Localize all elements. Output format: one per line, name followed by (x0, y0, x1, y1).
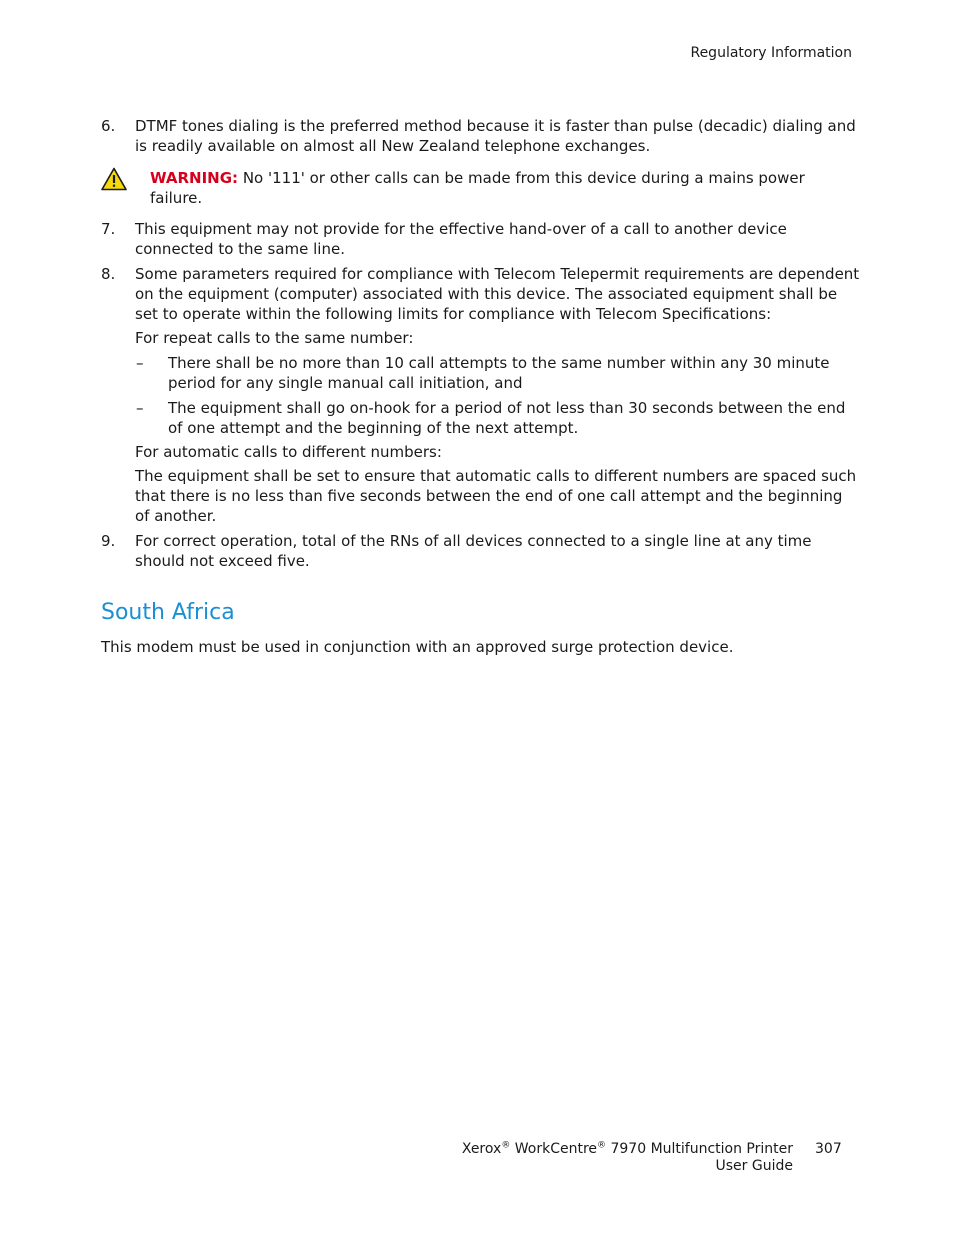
registered-mark: ® (597, 1140, 607, 1151)
dash-item-text: There shall be no more than 10 call attempts to the same number within any 30 minute period for any single manual call initiation, and (168, 354, 830, 392)
product-name: WorkCentre (514, 1141, 598, 1157)
registered-mark: ® (501, 1140, 511, 1151)
footer-product-info (420, 1141, 793, 1175)
list-item-9 (101, 531, 861, 571)
list-item-7 (101, 219, 861, 259)
page-number: 307 (815, 1141, 842, 1157)
footer-product-line (420, 1141, 793, 1158)
list-item-text: For correct operation, total of the RNs of all devices connected to a single line at any time should not exceed five. (135, 532, 812, 570)
list-item-6 (101, 116, 861, 156)
section-body: This modem must be used in conjunction with an approved surge protection device. (101, 638, 734, 656)
list-item-text: This equipment may not provide for the effective hand-over of a call to another device connected to the same line. (135, 220, 787, 258)
guide-title: User Guide (715, 1158, 793, 1174)
page-content (101, 116, 861, 657)
dash-bullet: – (136, 354, 144, 372)
repeat-calls-intro: For repeat calls to the same number: (135, 329, 414, 347)
warning-text: No '111' or other calls can be made from this device during a mains power failure. (150, 169, 805, 207)
dash-item-text: The equipment shall go on-hook for a period of not less than 30 seconds between the end of one attempt and the beginning of the next attempt. (168, 399, 846, 437)
automatic-calls-intro: For automatic calls to different numbers: (135, 443, 442, 461)
list-number: 9. (101, 532, 116, 550)
dash-list-item (101, 353, 861, 393)
list-item-8 (101, 264, 861, 324)
dash-list-item (101, 398, 861, 438)
list-number: 8. (101, 265, 116, 283)
brand-name: Xerox (461, 1141, 502, 1157)
section-heading: South Africa (101, 600, 235, 625)
model-name: 7970 Multifunction Printer (610, 1141, 793, 1157)
automatic-calls-text: The equipment shall be set to ensure that automatic calls to different numbers are spaced such that there is no less than five seconds between the end of one call attempt and the beginning of another. (135, 467, 857, 525)
running-header: Regulatory Information (690, 45, 852, 61)
warning-label: WARNING: (150, 169, 239, 187)
warning-triangle-icon (101, 167, 127, 191)
dash-bullet: – (136, 399, 144, 417)
warning-note (101, 168, 861, 208)
list-item-text: Some parameters required for compliance with Telecom Telepermit requirements are dependent on the equipment (computer) associated with this device. The associated equipment shall be set to operate within the following limits for compliance with Telecom Specifications: (135, 265, 860, 323)
list-number: 6. (101, 117, 116, 135)
list-number: 7. (101, 220, 116, 238)
list-item-text: DTMF tones dialing is the preferred method because it is faster than pulse (decadic) dialing and is readily available on almost all New Zealand telephone exchanges. (135, 117, 856, 155)
